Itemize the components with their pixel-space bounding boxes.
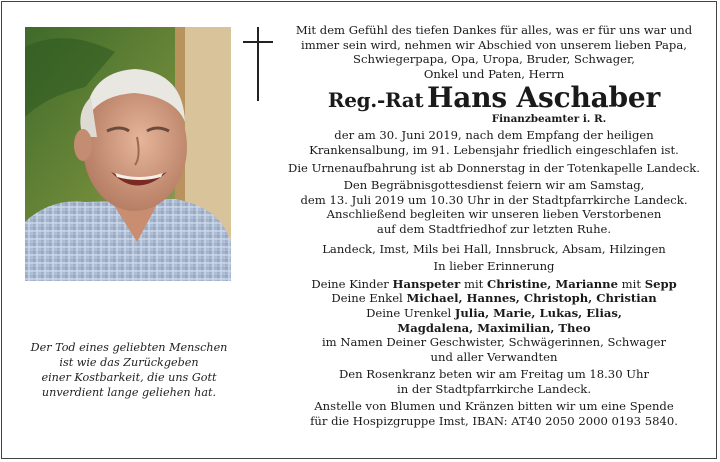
great-grandchildren-line xyxy=(282,321,706,336)
funeral-line: Anschließend begleiten wir unseren lieben Verstorbenen xyxy=(326,207,662,222)
child-name: Hanspeter xyxy=(392,276,461,291)
great-grandchildren-line xyxy=(282,306,706,321)
portrait-photo xyxy=(25,27,231,281)
intro-line: Mit dem Gefühl des tiefen Dankes für alles, was er für uns war und xyxy=(295,23,693,37)
funeral-line: Den Begräbnisgottesdienst feiern wir am Samstag, xyxy=(343,178,645,193)
children-connector: mit xyxy=(460,276,488,291)
quote-line: ist wie das Zurückgeben xyxy=(59,356,199,369)
siblings-line: im Namen Deiner Geschwister, Schwägerinnen, Schwager xyxy=(321,335,667,350)
funeral-line: auf dem Stadtfriedhof zur letzten Ruhe. xyxy=(376,221,612,236)
intro-line: immer sein wird, nehmen wir Abschied von unserem lieben Papa, xyxy=(301,37,687,52)
children-line xyxy=(282,277,706,292)
grandchildren-prefix: Deine Enkel xyxy=(331,291,407,306)
children-prefix: Deine Kinder xyxy=(311,276,393,291)
urn-notice: Die Urnenaufbahrung ist ab Donnerstag in der Totenkapelle Landeck. xyxy=(288,160,700,175)
deceased-name xyxy=(282,82,706,113)
grandchildren-names: Michael, Hannes, Christoph, Christian xyxy=(406,291,657,306)
child-name: Sepp xyxy=(644,276,677,291)
siblings-line: und aller Verwandten xyxy=(430,349,558,364)
great-grandchildren-names: Julia, Marie, Lukas, Elias, xyxy=(454,305,622,320)
donation-line: Anstelle von Blumen und Kränzen bitten wir um eine Spende xyxy=(314,399,674,414)
donation-line: für die Hospizgruppe Imst, IBAN: AT40 2050 2000 0193 5840. xyxy=(310,414,678,429)
places-line: Landeck, Imst, Mils bei Hall, Innsbruck, Absam, Hilzingen xyxy=(322,241,666,256)
intro-line: Onkel und Paten, Herrn xyxy=(423,66,565,81)
quote-line: unverdient lange geliehen hat. xyxy=(41,386,217,399)
great-grandchildren-names: Magdalena, Maximilian, Theo xyxy=(397,320,591,335)
cross-icon xyxy=(243,27,273,101)
deceased-full-name: Hans Aschaber xyxy=(427,81,661,115)
memorial-quote xyxy=(18,340,240,400)
death-notice-line: Krankensalbung, im 91. Lebensjahr friedlich eingeschlafen ist. xyxy=(309,142,679,157)
quote-line: einer Kostbarkeit, die uns Gott xyxy=(41,371,217,384)
deceased-profession: Finanzbeamter i. R. xyxy=(491,113,607,126)
death-notice-line: der am 30. Juni 2019, nach dem Empfang der heiligen xyxy=(334,128,654,143)
child-name: Christine, Marianne xyxy=(487,276,618,291)
children-connector: mit xyxy=(617,276,645,291)
grandchildren-line xyxy=(282,291,706,306)
deceased-title: Reg.-Rat xyxy=(327,88,424,113)
rosary-line: Den Rosenkranz beten wir am Freitag um 18.30 Uhr xyxy=(338,367,650,382)
notice-text xyxy=(282,23,706,429)
funeral-line: dem 13. Juli 2019 um 10.30 Uhr in der Stadtpfarrkirche Landeck. xyxy=(300,192,688,207)
great-grandchildren-prefix: Deine Urenkel xyxy=(366,305,455,320)
quote-line: Der Tod eines geliebten Menschen xyxy=(30,341,228,354)
rosary-line: in der Stadtpfarrkirche Landeck. xyxy=(396,381,592,396)
memory-line: In lieber Erinnerung xyxy=(433,259,555,274)
intro-line: Schwiegerpapa, Opa, Uropa, Bruder, Schwager, xyxy=(353,52,635,67)
